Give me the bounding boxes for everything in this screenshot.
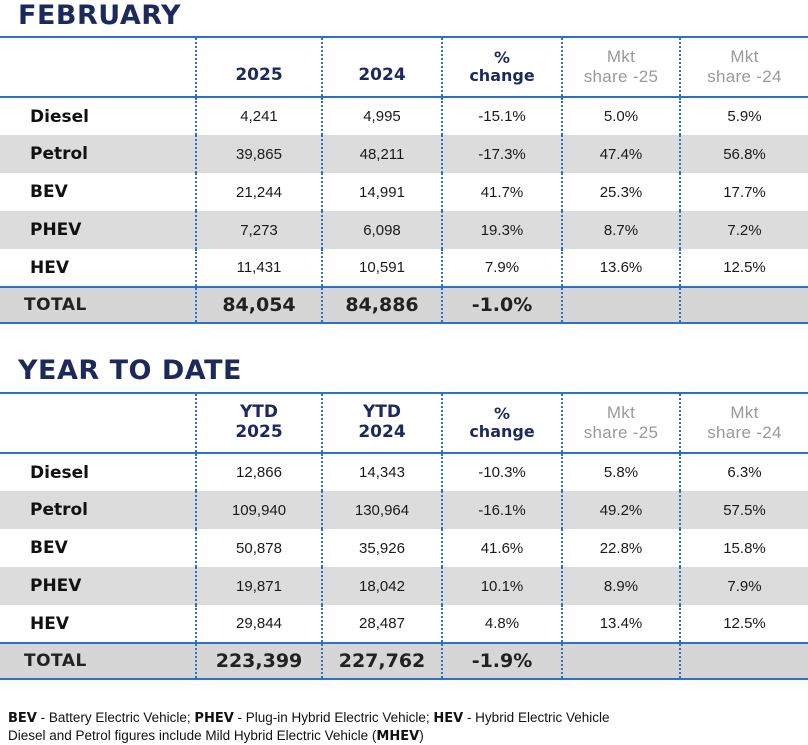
row-label: Petrol	[0, 135, 196, 173]
footnote-phev-abbr: PHEV	[194, 711, 234, 726]
ytd-title: YEAR TO DATE	[18, 355, 242, 386]
cell-mkt-share-24: 57.5%	[680, 491, 808, 529]
total-2025: 84,054	[196, 287, 322, 323]
february-title: FEBRUARY	[18, 0, 182, 31]
total-label: TOTAL	[0, 287, 196, 323]
cell-ytd-2025: 50,878	[196, 529, 322, 567]
header-ytd-2025-line2: 2025	[235, 422, 283, 442]
cell-2025: 39,865	[196, 135, 322, 173]
cell-mkt-share-25: 5.0%	[562, 97, 680, 135]
row-label: HEV	[30, 257, 69, 278]
row-label: Diesel	[30, 462, 89, 483]
cell-pct-change: -15.1%	[442, 97, 562, 135]
total-pct-change: -1.9%	[442, 643, 562, 679]
cell-mkt-share-24: 15.8%	[680, 529, 808, 567]
cell-pct-change: 4.8%	[442, 605, 562, 643]
cell-ytd-2024: 130,964	[322, 491, 442, 529]
footnote-hev-text: - Hybrid Electric Vehicle	[463, 710, 610, 725]
cell-pct-change: 10.1%	[442, 567, 562, 605]
cell-mkt-share-25: 13.4%	[562, 605, 680, 643]
header-ytd-2024-line2: 2024	[358, 422, 406, 442]
header-2024: 2024	[322, 37, 442, 97]
header-mkt2-line1: Mkt	[730, 403, 759, 423]
header-mkt2-line2: share -24	[707, 67, 782, 86]
cell-mkt-share-25: 13.6%	[562, 249, 680, 287]
header-ytd-2025-line1: YTD	[239, 402, 279, 423]
footnote-bev-abbr: BEV	[8, 711, 37, 726]
footnote	[8, 709, 808, 745]
row-label: PHEV	[0, 211, 196, 249]
header-mkt2-line1: Mkt	[730, 47, 759, 67]
table-row	[0, 211, 808, 249]
cell-mkt-share-24: 56.8%	[680, 135, 808, 173]
header-pct-line2: change	[469, 66, 535, 85]
total-2024: 84,886	[322, 287, 442, 323]
cell-pct-change: 41.6%	[442, 529, 562, 567]
total-ytd-2024: 227,762	[322, 643, 442, 679]
header-2025: 2025	[196, 37, 322, 97]
header-pct-line2: change	[469, 422, 535, 441]
cell-mkt-share-25: 22.8%	[562, 529, 680, 567]
cell-2025: 21,244	[196, 173, 322, 211]
cell-2025: 11,431	[196, 249, 322, 287]
table-row	[0, 491, 808, 529]
cell-2024: 10,591	[322, 249, 442, 287]
cell-pct-change: -16.1%	[442, 491, 562, 529]
footnote-mhev-abbr: MHEV	[376, 729, 420, 744]
cell-mkt-share-24: 12.5%	[680, 249, 808, 287]
table-row	[0, 453, 808, 491]
header-mkt-share-25	[562, 393, 680, 453]
table-row	[0, 605, 808, 643]
cell-mkt-share-25: 47.4%	[562, 135, 680, 173]
table-row	[0, 249, 808, 287]
header-ytd-2024-line1: YTD	[362, 402, 402, 423]
footnote-line2-end: )	[419, 728, 424, 743]
cell-2024: 14,991	[322, 173, 442, 211]
row-label: BEV	[30, 182, 68, 202]
cell-ytd-2025: 12,866	[196, 453, 322, 491]
total-mkt-share-25	[562, 643, 680, 679]
cell-mkt-share-24: 7.2%	[680, 211, 808, 249]
header-blank	[0, 37, 196, 97]
total-ytd-2025: 223,399	[196, 643, 322, 679]
header-pct-line1: %	[493, 47, 511, 67]
header-ytd-2024	[322, 393, 442, 453]
cell-ytd-2024: 35,926	[322, 529, 442, 567]
total-row	[0, 287, 808, 323]
table-row	[0, 173, 808, 211]
header-pct-change	[442, 37, 562, 97]
cell-pct-change: 41.7%	[442, 173, 562, 211]
row-label: BEV	[30, 538, 68, 558]
cell-pct-change: -17.3%	[442, 135, 562, 173]
row-label: PHEV	[0, 567, 196, 605]
total-pct-change: -1.0%	[442, 287, 562, 323]
cell-mkt-share-24: 7.9%	[680, 567, 808, 605]
cell-2024: 48,211	[322, 135, 442, 173]
cell-2025: 7,273	[196, 211, 322, 249]
header-pct-change	[442, 393, 562, 453]
total-mkt-share-24	[680, 643, 808, 679]
header-ytd-2025	[196, 393, 322, 453]
cell-ytd-2024: 28,487	[322, 605, 442, 643]
february-table	[0, 36, 808, 324]
cell-mkt-share-24: 5.9%	[680, 97, 808, 135]
cell-pct-change: 19.3%	[442, 211, 562, 249]
cell-2024: 4,995	[322, 97, 442, 135]
cell-mkt-share-25: 25.3%	[562, 173, 680, 211]
header-mkt1-line1: Mkt	[606, 47, 636, 67]
footnote-line2-text: Diesel and Petrol figures include Mild Hybrid Electric Vehicle (	[8, 728, 377, 743]
total-mkt-share-24	[680, 287, 808, 323]
footnote-hev-abbr: HEV	[433, 711, 464, 726]
cell-mkt-share-24: 17.7%	[680, 173, 808, 211]
total-row	[0, 643, 808, 679]
footnote-line-2	[8, 727, 808, 745]
table-row	[0, 529, 808, 567]
cell-2025: 4,241	[196, 97, 322, 135]
header-mkt-share-25	[562, 37, 680, 97]
cell-mkt-share-25: 5.8%	[562, 453, 680, 491]
cell-ytd-2025: 19,871	[196, 567, 322, 605]
cell-mkt-share-25: 8.9%	[562, 567, 680, 605]
cell-pct-change: -10.3%	[442, 453, 562, 491]
cell-mkt-share-25: 8.7%	[562, 211, 680, 249]
header-mkt-share-24	[680, 393, 808, 453]
footnote-phev-text: - Plug-in Hybrid Electric Vehicle;	[233, 710, 434, 725]
row-label: Petrol	[0, 491, 196, 529]
cell-mkt-share-25: 49.2%	[562, 491, 680, 529]
header-row	[0, 37, 808, 97]
header-mkt2-line2: share -24	[707, 423, 782, 442]
table-row	[0, 97, 808, 135]
header-mkt-share-24	[680, 37, 808, 97]
total-mkt-share-25	[562, 287, 680, 323]
row-label: HEV	[30, 613, 69, 634]
cell-ytd-2025: 29,844	[196, 605, 322, 643]
cell-pct-change: 7.9%	[442, 249, 562, 287]
cell-2024: 6,098	[322, 211, 442, 249]
header-row	[0, 393, 808, 453]
total-label: TOTAL	[0, 643, 196, 679]
cell-ytd-2025: 109,940	[196, 491, 322, 529]
header-mkt1-line2: share -25	[583, 423, 659, 442]
header-pct-line1: %	[493, 403, 511, 423]
cell-mkt-share-24: 6.3%	[680, 453, 808, 491]
header-mkt1-line2: share -25	[583, 67, 659, 86]
cell-ytd-2024: 18,042	[322, 567, 442, 605]
table-row	[0, 567, 808, 605]
footnote-bev-text: - Battery Electric Vehicle;	[36, 710, 195, 725]
cell-ytd-2024: 14,343	[322, 453, 442, 491]
cell-mkt-share-24: 12.5%	[680, 605, 808, 643]
footnote-line-1	[8, 709, 808, 727]
row-label: Diesel	[30, 106, 89, 127]
header-mkt1-line1: Mkt	[606, 403, 636, 423]
ytd-table	[0, 392, 808, 680]
header-blank	[0, 393, 196, 453]
table-row	[0, 135, 808, 173]
